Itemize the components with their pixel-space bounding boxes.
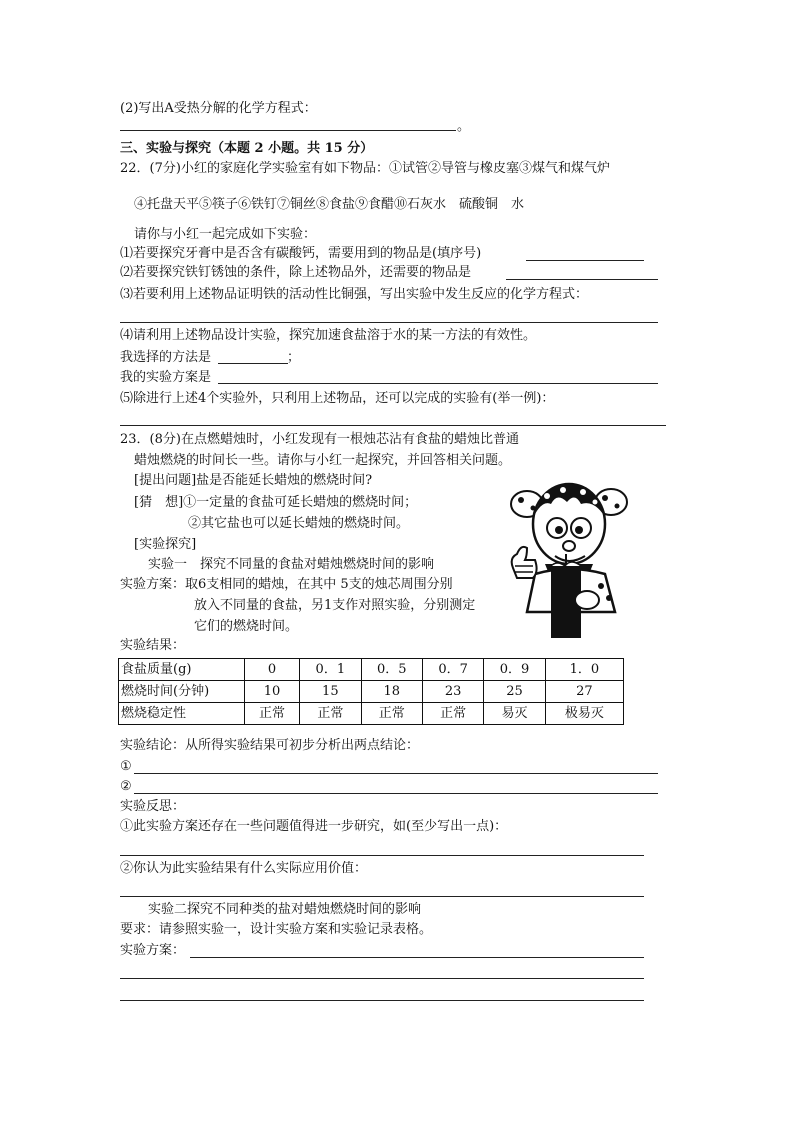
table-cell: 23 xyxy=(422,681,483,703)
table-row xyxy=(119,703,624,725)
q23-requirement: 要求：请参照实验一，设计实验方案和实验记录表格。 xyxy=(120,922,433,937)
q22-p3: ⑶若要利用上述物品证明铁的活动性比铜强，写出实验中发生反应的化学方程式： xyxy=(120,287,589,302)
q21-part2: (2)写出A受热分解的化学方程式： xyxy=(120,101,317,116)
row-label-stability: 燃烧稳定性 xyxy=(119,703,245,725)
table-cell: 27 xyxy=(545,681,623,703)
table-cell: 正常 xyxy=(300,703,361,725)
q23-plan-answer-line-1[interactable] xyxy=(190,957,644,958)
q22-method-answer-line[interactable] xyxy=(218,363,288,364)
table-row xyxy=(119,659,624,681)
q22-p2-answer-line[interactable] xyxy=(506,279,658,280)
q23-conclusion: 实验结论：从所得实验结果可初步分析出两点结论： xyxy=(120,738,420,753)
table-cell: 0．9 xyxy=(484,659,545,681)
q23-reflect-1: ①此实验方案还存在一些问题值得进一步研究，如(至少写出一点)： xyxy=(120,819,508,834)
q22-p5-answer-line[interactable] xyxy=(120,425,666,426)
q21-end-mark: 。 xyxy=(457,119,471,134)
row-label-salt-mass: 食盐质量(g) xyxy=(119,659,245,681)
q23-plan-label: 实验方案： xyxy=(120,943,186,958)
q23-plan1: 实验方案：取6支相同的蜡烛，在其中 5支的烛芯周围分别 xyxy=(120,577,453,592)
cartoon-girl-candle-illustration xyxy=(505,474,630,640)
table-row xyxy=(119,681,624,703)
q22-intro: 22．(7分)小红的家庭化学实验室有如下物品：①试管②导管与橡皮塞③煤气和煤气炉 xyxy=(120,161,610,176)
q23-plan2: 放入不同量的食盐，另1支作对照实验，分别测定 xyxy=(194,598,476,613)
q23-results-label: 实验结果： xyxy=(120,638,186,653)
q23-plan-answer-line-2[interactable] xyxy=(120,978,644,979)
q22-p5: ⑸除进行上述4个实验外，只利用上述物品，还可以完成的实验有(举一例)： xyxy=(120,391,555,406)
q22-p4: ⑷请利用上述物品设计实验，探究加速食盐溶于水的某一方法的有效性。 xyxy=(120,328,537,343)
q23-exp2: 实验二探究不同种类的盐对蜡烛燃烧时间的影响 xyxy=(148,902,422,917)
q23-reflect-2-answer-line[interactable] xyxy=(120,896,644,897)
q22-plan-label: 我的实验方案是 xyxy=(120,370,212,385)
section3-title: 三、实验与探究（本题 2 小题。共 15 分） xyxy=(120,141,374,156)
q23-guess2: ②其它盐也可以延长蜡烛的燃烧时间。 xyxy=(188,516,410,531)
q22-plan-answer-line[interactable] xyxy=(218,383,658,384)
q22-p1: ⑴若要探究牙膏中是否含有碳酸钙，需要用到的物品是(填序号) xyxy=(120,246,482,261)
row-label-burn-time: 燃烧时间(分钟) xyxy=(119,681,245,703)
q23-intro1: 23．(8分)在点燃蜡烛时，小红发现有一根烛芯沾有食盐的蜡烛比普通 xyxy=(120,432,519,447)
q23-exp1: 实验一 探究不同量的食盐对蜡烛燃烧时间的影响 xyxy=(148,557,435,572)
q23-explore: [实验探究] xyxy=(134,537,197,552)
q22-p3-answer-line[interactable] xyxy=(120,322,658,323)
table-cell: 正常 xyxy=(422,703,483,725)
table-cell: 0．7 xyxy=(422,659,483,681)
q21-answer-line[interactable] xyxy=(120,130,456,131)
table-cell: 0．1 xyxy=(300,659,361,681)
q23-plan-answer-line-3[interactable] xyxy=(120,1000,644,1001)
q23-intro2: 蜡烛燃烧的时间长一些。请你与小红一起探究，并回答相关问题。 xyxy=(134,453,512,468)
q23-reflect: 实验反思： xyxy=(120,799,186,814)
q23-conclusion-1-answer-line[interactable] xyxy=(134,773,658,774)
table-cell: 25 xyxy=(484,681,545,703)
q22-method-label: 我选择的方法是 xyxy=(120,350,212,365)
table-cell: 极易灭 xyxy=(545,703,623,725)
q22-items: ④托盘天平⑤筷子⑥铁钉⑦铜丝⑧食盐⑨食醋⑩石灰水 硫酸铜 水 xyxy=(134,197,525,212)
experiment-results-table xyxy=(118,658,624,725)
table-cell: 0 xyxy=(245,659,300,681)
q22-p1-answer-line[interactable] xyxy=(526,260,644,261)
table-cell: 15 xyxy=(300,681,361,703)
table-cell: 易灭 xyxy=(484,703,545,725)
q22-p2: ⑵若要探究铁钉锈蚀的条件，除上述物品外，还需要的物品是 xyxy=(120,265,472,280)
q23-conclusion-2-answer-line[interactable] xyxy=(134,793,658,794)
q23-guess1: [猜 想]①一定量的食盐可延长蜡烛的燃烧时间； xyxy=(134,495,418,510)
table-cell: 正常 xyxy=(245,703,300,725)
q22-invite: 请你与小红一起完成如下实验： xyxy=(134,227,317,242)
table-cell: 1．0 xyxy=(545,659,623,681)
table-cell: 0．5 xyxy=(361,659,422,681)
table-cell: 正常 xyxy=(361,703,422,725)
q22-semicolon: ； xyxy=(287,350,301,365)
table-cell: 10 xyxy=(245,681,300,703)
q23-conclusion-1: ① xyxy=(120,759,132,774)
q23-reflect-1-answer-line[interactable] xyxy=(120,855,644,856)
q23-reflect-2: ②你认为此实验结果有什么实际应用价值： xyxy=(120,861,368,876)
table-cell: 18 xyxy=(361,681,422,703)
q23-question: [提出问题]盐是否能延长蜡烛的燃烧时间? xyxy=(134,473,373,488)
q23-plan3: 它们的燃烧时间。 xyxy=(194,619,299,634)
q23-conclusion-2: ② xyxy=(120,779,132,794)
